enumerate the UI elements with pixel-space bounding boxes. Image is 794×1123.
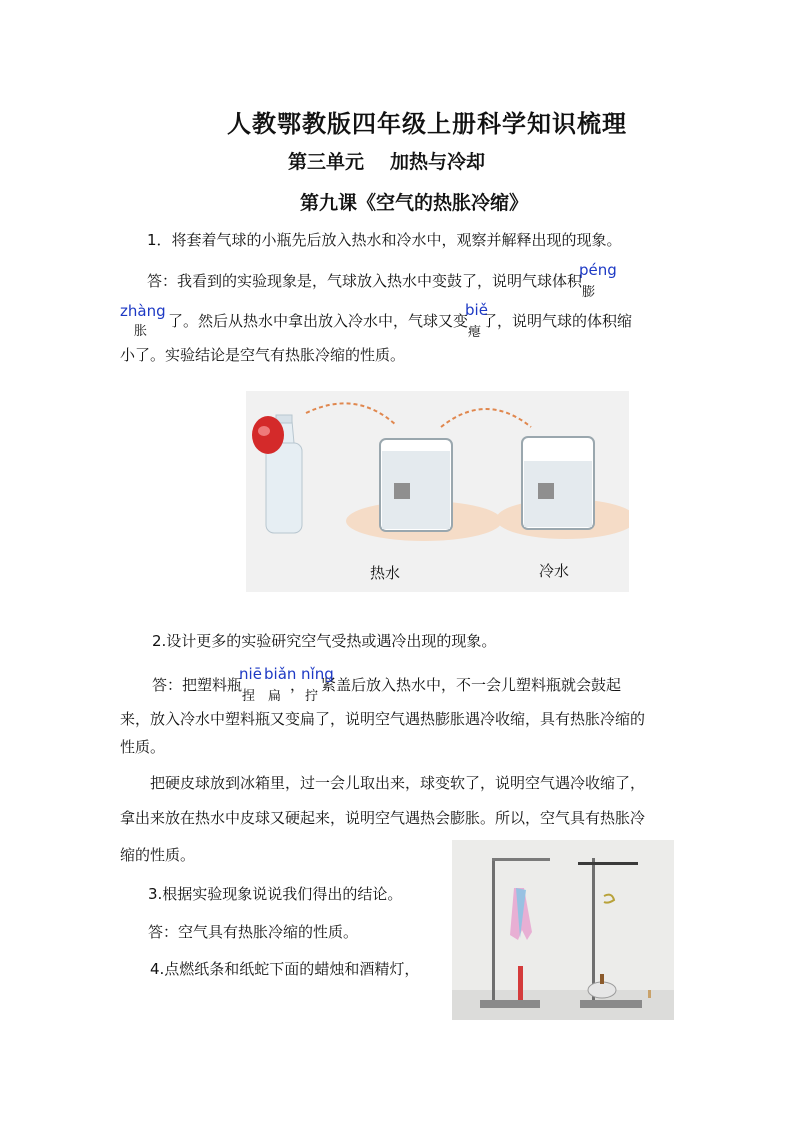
unit-number: 第三单元 <box>288 151 365 173</box>
q3-answer: 答：空气具有热胀冷缩的性质。 <box>148 923 359 941</box>
char-zhang: 胀 <box>134 324 148 339</box>
q2-answer-line3: 性质。 <box>120 738 166 756</box>
q2-answer-line2: 来，放入冷水中塑料瓶又变扁了，说明空气遇热膨胀遇冷收缩，具有热胀冷缩的 <box>120 710 646 728</box>
stand-illustration <box>452 840 674 1020</box>
unit-name: 加热与冷却 <box>390 151 486 173</box>
char-nie: 捏 <box>242 689 256 704</box>
pinyin-ning: nǐng <box>301 665 334 683</box>
experiment-illustration <box>246 391 629 592</box>
document-title: 人教鄂教版四年级上册科学知识梳理 <box>227 110 627 138</box>
q1-answer-line3: 小了。实验结论是空气有热胀冷缩的性质。 <box>120 346 406 364</box>
ruby-ning <box>301 665 334 704</box>
char-peng: 膨 <box>582 285 596 300</box>
pinyin-nie: niē <box>239 665 262 683</box>
q1-answer-text1: 答：我看到的实验现象是，气球放入热水中变鼓了，说明气球体积 <box>147 272 583 290</box>
ruby-zhang <box>120 302 168 339</box>
q2-answer-text-a: 答：把塑料瓶 <box>152 676 243 694</box>
char-bian: 扁 <box>268 689 282 704</box>
lesson-heading: 第九课《空气的热胀冷缩》 <box>299 192 528 214</box>
ruby-bian <box>264 665 297 704</box>
hot-water-label: 热水 <box>370 564 401 582</box>
pinyin-peng: péng <box>579 261 617 279</box>
pinyin-bian: biǎn <box>264 665 297 683</box>
cold-water-label: 冷水 <box>539 562 570 580</box>
ruby-peng <box>579 261 617 300</box>
q2-question: 2.设计更多的实验研究空气受热或遇冷出现的现象。 <box>152 632 497 650</box>
char-ning: 拧 <box>305 689 319 704</box>
q1-answer-text2b: 了，说明气球的体积缩 <box>482 312 633 330</box>
pinyin-bie: biě <box>465 301 488 319</box>
unit-heading <box>288 147 485 174</box>
q4-question: 4.点燃纸条和纸蛇下面的蜡烛和酒精灯， <box>150 960 420 978</box>
q2-para2-line3: 缩的性质。 <box>120 846 196 864</box>
q1-question: 1．将套着气球的小瓶先后放入热水和冷水中，观察并解释出现的现象。 <box>147 231 622 249</box>
q1-answer-line2 <box>120 301 633 340</box>
q2-answer-line1 <box>152 665 622 704</box>
pinyin-zhang: zhàng <box>120 302 166 320</box>
q1-answer-text2a: 了。然后从热水中拿出放入冷水中，气球又变 <box>168 312 469 330</box>
q2-para2-line1: 把硬皮球放到冰箱里，过一会儿取出来，球变软了，说明空气遇冷收缩了， <box>150 774 646 792</box>
q2-comma: ， <box>290 676 306 694</box>
q2-answer-text-b: 紧盖后放入热水中，不一会儿塑料瓶就会鼓起 <box>321 676 622 694</box>
q3-question: 3.根据实验现象说说我们得出的结论。 <box>148 885 403 903</box>
q1-answer-line1 <box>147 261 617 300</box>
q2-para2-line2: 拿出来放在热水中皮球又硬起来，说明空气遇热会膨胀。所以，空气具有热胀冷 <box>120 809 646 827</box>
paper-strip-candle-experiment-image <box>452 840 674 1020</box>
char-bie: 瘪 <box>468 325 482 340</box>
balloon-bottle-experiment-image <box>246 391 629 592</box>
ruby-bie <box>465 301 488 340</box>
